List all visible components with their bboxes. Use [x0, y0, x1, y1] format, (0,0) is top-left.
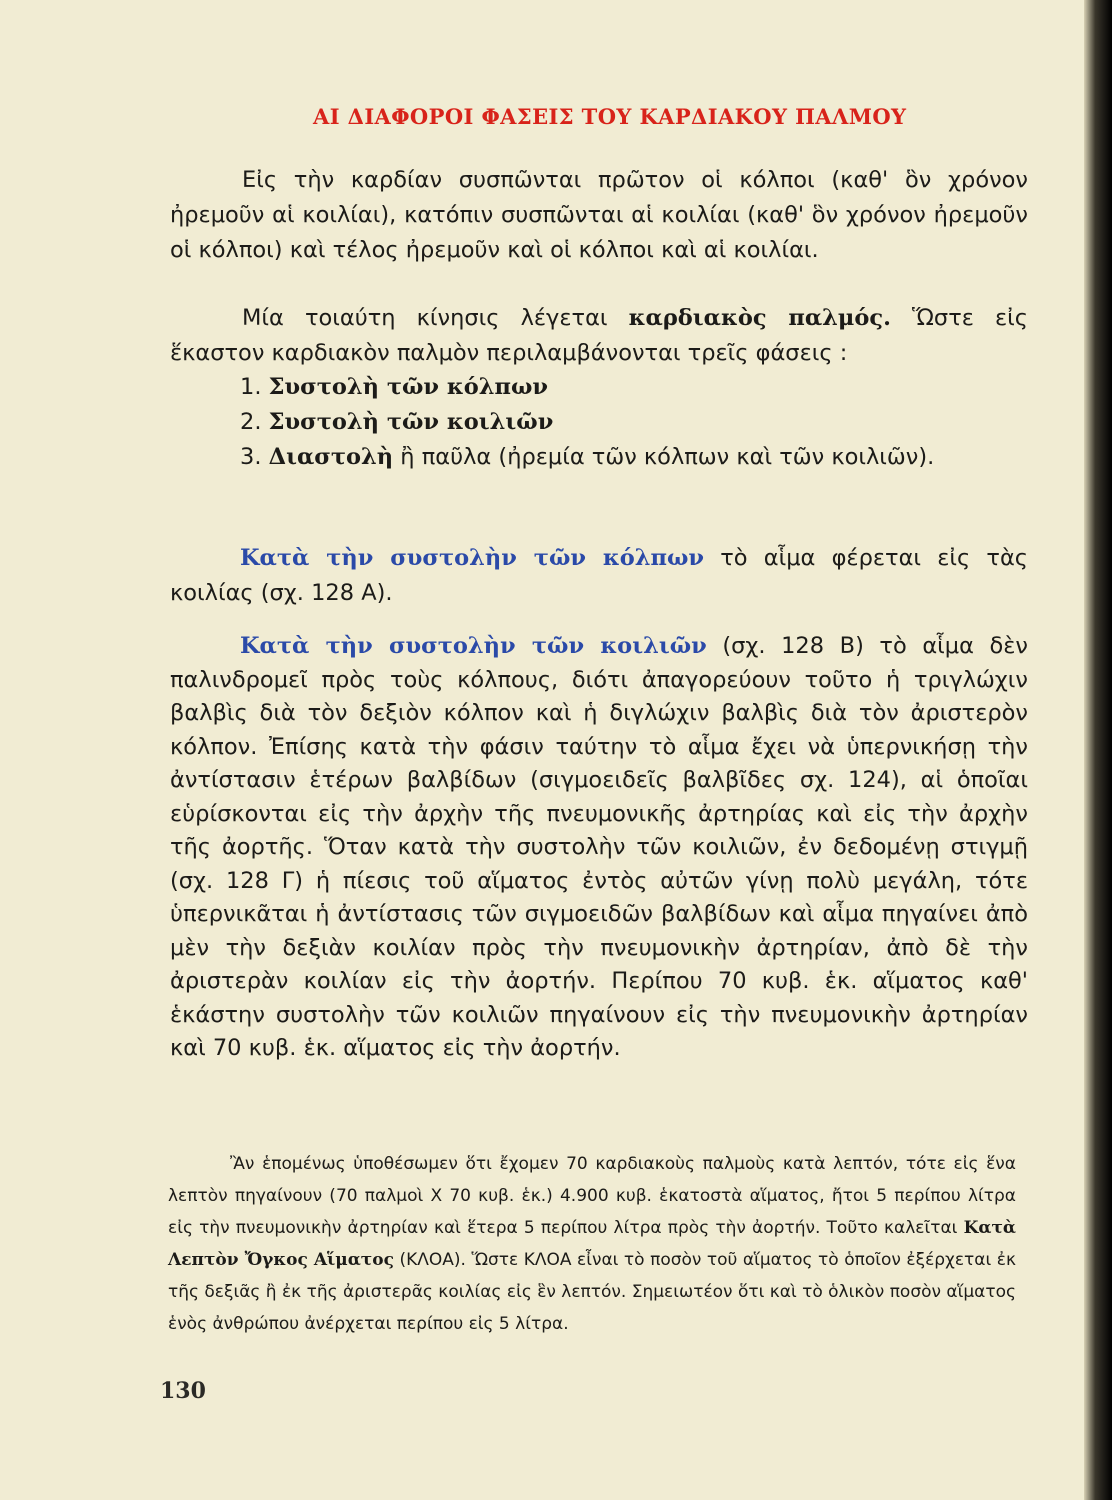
paragraph-text: (σχ. 128 Β) τὸ αἷμα δὲν παλινδρομεῖ πρὸς τοὺς κόλπους, διότι ἀπαγορεύουν τοῦτο ἡ τριγλώχιν βαλβὶς διὰ τὸν δεξιὸν κόλπον καὶ ἡ διγλώχιν βαλβὶς διὰ τὸν ἀριστερὸν κόλπον. Ἐπίσης κατὰ τὴν φάσιν ταύτην τὸ αἷμα ἔχει νὰ ὑπερνικήσῃ τὴν ἀντίστασιν ἑτέρων βαλβίδων (σιγμοειδεῖς βαλβῖδες σχ. 124), αἱ ὁποῖαι εὑρίσκονται εἰς τὴν ἀρχὴν τῆς πνευμονικῆς ἀρτηρίας καὶ εἰς τὴν ἀρχὴν τῆς ἀορτῆς. Ὅταν κατὰ τὴν συστολὴν τῶν κοιλιῶν, ἐν δεδομένῃ στιγμῇ (σχ. 128 Γ) ἡ πίεσις τοῦ αἵματος ἐντὸς αὐτῶν γίνῃ πολὺ μεγάλη, τότε ὑπερνικᾶται ἡ ἀντίστασις τῶν σιγμοειδῶν βαλβίδων καὶ αἷμα πηγαίνει ἀπὸ μὲν τὴν δεξιὰν κοιλίαν πρὸς τὴν πνευμονικὴν ἀρτηρίαν, ἀπὸ δὲ τὴν ἀριστερὰν κοιλίαν εἰς τὴν ἀορτήν. Περίπου 70 κυβ. ἑκ. αἵματος καθ' ἑκάστην συστολὴν τῶν κοιλιῶν πηγαίνουν εἰς τὴν πνευμονικὴν ἀρτηρίαν καὶ 70 κυβ. ἑκ. αἵματος εἰς τὴν ἀορτήν. [170, 633, 1028, 1061]
highlight-atrial-systole: Κατὰ τὴν συστολὴν τῶν κόλπων [240, 545, 705, 571]
paragraph-atrial-systole [170, 541, 1028, 611]
book-spine-shadow [1084, 0, 1112, 1500]
phase-item-2 [240, 405, 1040, 440]
paragraph-ventricular-systole [170, 630, 1028, 1066]
bold-term-cardiac-beat: καρδιακὸς παλμός. [628, 305, 891, 331]
phase-number: 1. [240, 374, 262, 400]
phase-label: Συστολὴ τῶν κόλπων [268, 374, 549, 400]
highlight-ventricular-systole: Κατὰ τὴν συστολὴν τῶν κοιλιῶν [240, 633, 707, 659]
section-heading: ΑΙ ΔΙΑΦΟΡΟΙ ΦΑΣΕΙΣ ΤΟΥ ΚΑΡΔΙΑΚΟΥ ΠΑΛΜΟΥ [313, 104, 907, 129]
phase-item-1 [240, 370, 1040, 405]
phase-item-3 [170, 440, 1028, 475]
footnote-text: (ΚΛΟΑ). Ὥστε ΚΛΟΑ εἶναι τὸ ποσὸν τοῦ αἵματος τὸ ὁποῖον ἐξέρχεται ἐκ τῆς δεξιᾶς ἢ ἐκ τῆς ἀριστερᾶς κοιλίας εἰς ἓν λεπτόν. Σημειωτέον ὅτι καὶ τὸ ὁλικὸν ποσὸν αἵματος ἑνὸς ἀνθρώπου ἀνέρχεται περίπου εἰς 5 λίτρα. [168, 1250, 1016, 1334]
phase-number: 2. [240, 409, 262, 435]
paragraph-text: τὸ αἷμα φέρεται εἰς τὰς κοιλίας (σχ. 128 Α). [170, 545, 1029, 606]
phase-label: Συστολὴ τῶν κοιλιῶν [268, 409, 554, 435]
paragraph-cardiac-cycle [170, 301, 1028, 371]
phase-number: 3. [240, 444, 262, 470]
phase-label: Διαστολὴ [268, 444, 394, 470]
paragraph-text: Μία τοιαύτη κίνησις λέγεται [242, 305, 629, 331]
bold-term-cardiac-output: Κατὰ Λεπτὸν Ὄγκος Αἵματος [168, 1218, 1016, 1270]
phase-description: ἢ παῦλα (ἠρεμία τῶν κόλπων καὶ τῶν κοιλιῶν). [393, 444, 935, 470]
page-number: 130 [160, 1378, 206, 1404]
footnote-cardiac-output [168, 1148, 1016, 1340]
footnote-text: Ἂν ἑπομένως ὑποθέσωμεν ὅτι ἔχομεν 70 καρδιακοὺς παλμοὺς κατὰ λεπτόν, τότε εἰς ἕνα λεπτὸν πηγαίνουν (70 παλμοὶ Χ 70 κυβ. ἑκ.) 4.900 κυβ. ἑκατοστὰ αἵματος, ἤτοι 5 περίπου λίτρα εἰς τὴν πνευμονικὴν ἀρτηρίαν καὶ ἕτερα 5 περίπου λίτρα πρὸς τὴν ἀορτήν. Τοῦτο καλεῖται [168, 1154, 1016, 1238]
paragraph-text: Ὥστε εἰς ἕκαστον καρδιακὸν παλμὸν περιλαμβάνονται τρεῖς φάσεις : [170, 305, 1028, 366]
paragraph-contraction-order: Εἰς τὴν καρδίαν συσπῶνται πρῶτον οἱ κόλποι (καθ' ὃν χρόνον ἠρεμοῦν αἱ κοιλίαι), κατόπιν συσπῶνται αἱ κοιλίαι (καθ' ὃν χρόνον ἠρεμοῦν οἱ κόλποι) καὶ τέλος ἠρεμοῦν καὶ οἱ κόλποι καὶ αἱ κοιλίαι. [170, 167, 1028, 263]
